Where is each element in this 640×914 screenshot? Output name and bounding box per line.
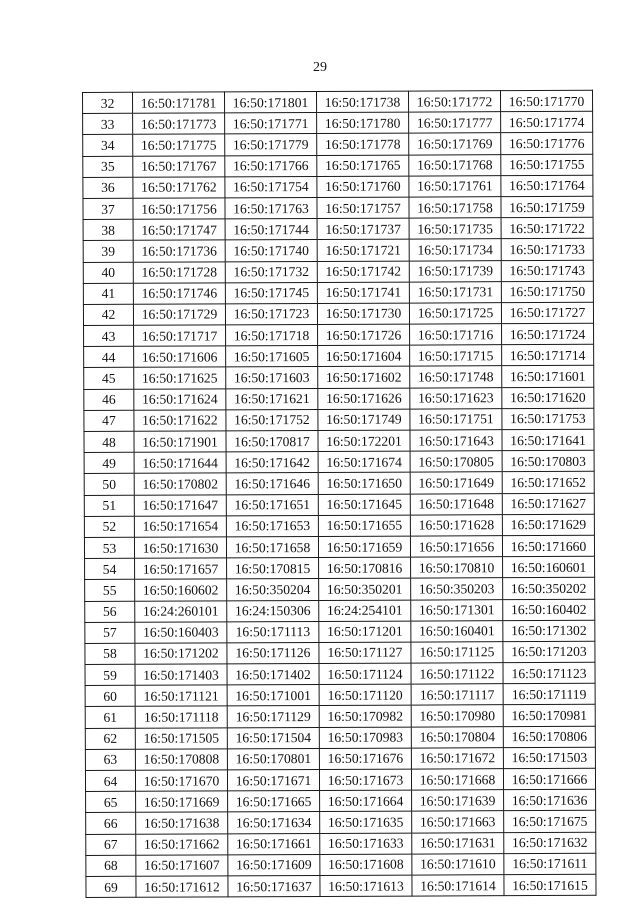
row-index-cell: 47	[84, 410, 134, 431]
table-row	[86, 811, 596, 834]
cadastral-number-cell: 16:50:171668	[411, 769, 503, 791]
cadastral-number-cell: 16:50:170806	[503, 726, 595, 748]
cadastral-number-cell: 16:50:171673	[319, 769, 411, 791]
cadastral-number-cell: 16:50:171750	[501, 281, 593, 303]
cadastral-number-cell: 16:50:171763	[225, 197, 317, 219]
cadastral-number-cell: 16:50:160602	[135, 579, 227, 601]
cadastral-number-cell: 16:50:160402	[503, 599, 595, 621]
cadastral-number-cell: 16:50:171748	[410, 366, 502, 388]
table-row	[86, 789, 596, 812]
cadastral-number-cell: 16:50:171767	[133, 155, 225, 177]
cadastral-number-cell: 16:50:171774	[501, 111, 593, 133]
cadastral-number-cell: 16:50:171117	[411, 684, 503, 706]
cadastral-number-cell: 16:50:171739	[409, 260, 501, 282]
table-row	[84, 535, 594, 558]
table-row	[85, 726, 595, 749]
cadastral-number-cell: 16:50:171718	[226, 325, 318, 347]
cadastral-number-cell: 16:24:150306	[227, 600, 319, 622]
row-index-cell: 65	[86, 791, 136, 812]
cadastral-number-cell: 16:50:171630	[134, 537, 226, 559]
cadastral-number-cell: 16:50:171129	[227, 706, 319, 728]
cadastral-number-cell: 16:50:171602	[318, 367, 410, 389]
row-index-cell: 59	[85, 664, 135, 685]
cadastral-number-cell: 16:50:171503	[503, 747, 595, 769]
cadastral-number-cell: 16:50:171623	[410, 387, 502, 409]
table-row	[83, 111, 593, 134]
cadastral-number-cell: 16:50:171731	[409, 281, 501, 303]
cadastral-number-cell: 16:50:170815	[227, 558, 319, 580]
cadastral-number-cell: 16:50:171402	[227, 664, 319, 686]
cadastral-number-cell: 16:50:171801	[225, 91, 317, 113]
row-index-cell: 34	[83, 135, 133, 156]
cadastral-number-cell: 16:50:160403	[135, 622, 227, 644]
cadastral-number-cell: 16:50:171741	[317, 282, 409, 304]
cadastral-number-cell: 16:50:171624	[134, 389, 226, 411]
cadastral-number-cell: 16:50:171770	[500, 90, 592, 112]
cadastral-number-cell: 16:50:171642	[226, 452, 318, 474]
cadastral-number-cell: 16:50:171732	[225, 261, 317, 283]
table-row	[84, 514, 594, 537]
cadastral-number-cell: 16:50:171126	[227, 642, 319, 664]
cadastral-number-cell: 16:50:171658	[226, 536, 318, 558]
cadastral-number-cell: 16:50:171643	[410, 430, 502, 452]
table-row	[84, 493, 594, 516]
cadastral-number-cell: 16:50:171651	[226, 494, 318, 516]
cadastral-number-cell: 16:50:171780	[317, 112, 409, 134]
row-index-cell: 63	[85, 749, 135, 770]
table-row	[83, 239, 593, 262]
cadastral-number-cell: 16:50:171607	[136, 855, 228, 877]
cadastral-number-cell: 16:50:171758	[409, 197, 501, 219]
row-index-cell: 62	[85, 728, 135, 749]
table-row	[84, 387, 594, 410]
row-index-cell: 66	[86, 813, 136, 834]
cadastral-number-cell: 16:50:171665	[228, 791, 320, 813]
table-row	[85, 620, 595, 643]
table-row	[84, 408, 594, 431]
cadastral-number-cell: 16:50:171765	[317, 155, 409, 177]
row-index-cell: 32	[83, 92, 133, 113]
cadastral-number-cell: 16:50:171730	[317, 303, 409, 325]
cadastral-number-cell: 16:50:171744	[225, 219, 317, 241]
cadastral-number-cell: 16:50:171121	[135, 685, 227, 707]
cadastral-number-cell: 16:50:171633	[320, 833, 412, 855]
cadastral-number-cell: 16:50:171118	[135, 706, 227, 728]
cadastral-number-cell: 16:50:171301	[411, 599, 503, 621]
cadastral-number-cell: 16:50:170980	[411, 705, 503, 727]
cadastral-number-cell: 16:50:171776	[501, 133, 593, 155]
cadastral-number-cell: 16:50:170983	[319, 727, 411, 749]
table-row	[83, 175, 593, 198]
cadastral-number-cell: 16:50:171629	[502, 514, 594, 536]
cadastral-number-cell: 16:50:171674	[318, 451, 410, 473]
cadastral-number-cell: 16:50:160401	[411, 620, 503, 642]
cadastral-number-cell: 16:50:170810	[411, 557, 503, 579]
cadastral-number-cell: 16:50:171627	[502, 493, 594, 515]
cadastral-number-cell: 16:50:171664	[320, 790, 412, 812]
cadastral-number-cell: 16:50:171777	[409, 112, 501, 134]
cadastral-number-cell: 16:50:171778	[317, 133, 409, 155]
cadastral-number-cell: 16:50:171734	[409, 239, 501, 261]
cadastral-number-cell: 16:50:171657	[135, 558, 227, 580]
cadastral-number-cell: 16:50:171755	[501, 154, 593, 176]
table-row	[85, 641, 595, 664]
cadastral-number-cell: 16:24:254101	[319, 600, 411, 622]
row-index-cell: 46	[84, 389, 134, 410]
table-row	[83, 281, 593, 304]
cadastral-number-cell: 16:50:171671	[227, 769, 319, 791]
cadastral-number-cell: 16:50:171639	[412, 790, 504, 812]
cadastral-number-cell: 16:50:170808	[135, 749, 227, 771]
row-index-cell: 56	[85, 601, 135, 622]
cadastral-number-cell: 16:50:171622	[134, 410, 226, 432]
cadastral-number-cell: 16:50:171201	[319, 621, 411, 643]
table-row	[85, 662, 595, 685]
row-index-cell: 64	[85, 770, 135, 791]
cadastral-number-cell: 16:50:171647	[134, 494, 226, 516]
cadastral-number-cell: 16:50:171649	[410, 472, 502, 494]
cadastral-number-cell: 16:50:171721	[317, 239, 409, 261]
cadastral-number-cell: 16:50:171747	[133, 219, 225, 241]
cadastral-number-cell: 16:50:171717	[134, 325, 226, 347]
cadastral-number-cell: 16:50:171751	[410, 408, 502, 430]
cadastral-number-cell: 16:50:171604	[318, 345, 410, 367]
cadastral-number-cell: 16:50:171650	[318, 472, 410, 494]
cadastral-number-cell: 16:50:171662	[136, 833, 228, 855]
row-index-cell: 52	[84, 516, 134, 537]
cadastral-number-cell: 16:50:170802	[134, 473, 226, 495]
cadastral-number-cell: 16:50:171725	[409, 303, 501, 325]
row-index-cell: 58	[85, 643, 135, 664]
row-index-cell: 41	[83, 283, 133, 304]
cadastral-number-cell: 16:50:171612	[136, 876, 228, 898]
table-row	[84, 323, 594, 346]
cadastral-number-cell: 16:50:350203	[411, 578, 503, 600]
cadastral-number-cell: 16:50:171753	[502, 408, 594, 430]
cadastral-number-cell: 16:50:171127	[319, 642, 411, 664]
table-row	[84, 366, 594, 389]
cadastral-number-cell: 16:50:172201	[318, 430, 410, 452]
cadastral-number-cell: 16:50:171505	[135, 727, 227, 749]
cadastral-number-cell: 16:50:171663	[412, 811, 504, 833]
cadastral-number-cell: 16:50:171119	[503, 684, 595, 706]
cadastral-number-cell: 16:50:171764	[501, 175, 593, 197]
cadastral-number-cell: 16:50:160601	[503, 556, 595, 578]
cadastral-number-cell: 16:50:170817	[226, 430, 318, 452]
cadastral-number-cell: 16:50:171609	[228, 854, 320, 876]
cadastral-number-cell: 16:50:171605	[226, 346, 318, 368]
row-index-cell: 43	[84, 325, 134, 346]
cadastral-number-cell: 16:50:171714	[502, 345, 594, 367]
table-row	[84, 429, 594, 452]
row-index-cell: 60	[85, 686, 135, 707]
cadastral-number-cell: 16:50:171504	[227, 727, 319, 749]
cadastral-number-cell: 16:50:171603	[226, 367, 318, 389]
cadastral-number-cell: 16:50:171654	[134, 516, 226, 538]
row-index-cell: 39	[83, 241, 133, 262]
table-row	[85, 556, 595, 579]
cadastral-number-cell: 16:50:171637	[228, 875, 320, 897]
row-index-cell: 45	[84, 368, 134, 389]
cadastral-number-cell: 16:50:170981	[503, 705, 595, 727]
row-index-cell: 33	[83, 113, 133, 134]
cadastral-number-cell: 16:50:171123	[503, 662, 595, 684]
cadastral-number-cell: 16:50:171644	[134, 452, 226, 474]
cadastral-number-cell: 16:50:171754	[225, 176, 317, 198]
cadastral-number-cell: 16:50:171768	[409, 154, 501, 176]
table-row	[83, 133, 593, 156]
row-index-cell: 67	[86, 834, 136, 855]
cadastral-number-cell: 16:50:171738	[316, 91, 408, 113]
cadastral-number-cell: 16:24:260101	[135, 600, 227, 622]
cadastral-number-cell: 16:50:171601	[502, 366, 594, 388]
cadastral-number-cell: 16:50:171635	[320, 811, 412, 833]
cadastral-number-cell: 16:50:350201	[319, 578, 411, 600]
table-row	[85, 705, 595, 728]
cadastral-number-cell: 16:50:171608	[320, 854, 412, 876]
row-index-cell: 57	[85, 622, 135, 643]
cadastral-number-cell: 16:50:171626	[318, 388, 410, 410]
cadastral-number-cell: 16:50:171762	[133, 177, 225, 199]
cadastral-number-cell: 16:50:171723	[225, 303, 317, 325]
cadastral-number-cell: 16:50:171779	[225, 134, 317, 156]
cadastral-number-cell: 16:50:171125	[411, 642, 503, 664]
cadastral-number-cell: 16:50:350204	[227, 579, 319, 601]
table-row	[86, 853, 596, 876]
cadastral-number-cell: 16:50:171641	[502, 429, 594, 451]
cadastral-number-cell: 16:50:171771	[225, 113, 317, 135]
cadastral-number-cell: 16:50:171124	[319, 663, 411, 685]
cadastral-number-cell: 16:50:171302	[503, 620, 595, 642]
row-index-cell: 44	[84, 347, 134, 368]
cadastral-number-cell: 16:50:171749	[318, 409, 410, 431]
cadastral-number-cell: 16:50:171122	[411, 663, 503, 685]
table-row	[83, 196, 593, 219]
row-index-cell: 69	[86, 876, 136, 897]
cadastral-number-cell: 16:50:171761	[409, 175, 501, 197]
cadastral-number-cell: 16:50:171660	[502, 535, 594, 557]
row-index-cell: 48	[84, 431, 134, 452]
cadastral-number-cell: 16:50:171769	[409, 133, 501, 155]
cadastral-number-cell: 16:50:171625	[134, 367, 226, 389]
cadastral-numbers-table	[82, 90, 597, 898]
cadastral-number-cell: 16:50:171740	[225, 240, 317, 262]
cadastral-number-cell: 16:50:171733	[501, 239, 593, 261]
cadastral-number-cell: 16:50:171716	[410, 324, 502, 346]
cadastral-number-cell: 16:50:171628	[410, 514, 502, 536]
cadastral-number-cell: 16:50:170801	[227, 748, 319, 770]
cadastral-number-cell: 16:50:171203	[503, 641, 595, 663]
row-index-cell: 49	[84, 452, 134, 473]
table-row	[83, 90, 593, 113]
cadastral-number-cell: 16:50:171722	[501, 217, 593, 239]
cadastral-number-cell: 16:50:171728	[133, 261, 225, 283]
table-row	[85, 768, 595, 791]
cadastral-number-cell: 16:50:171645	[318, 494, 410, 516]
table-body	[83, 90, 597, 897]
cadastral-number-cell: 16:50:171614	[412, 875, 504, 897]
cadastral-number-cell: 16:50:171202	[135, 643, 227, 665]
cadastral-number-cell: 16:50:171656	[410, 536, 502, 558]
cadastral-number-cell: 16:50:171648	[410, 493, 502, 515]
cadastral-number-cell: 16:50:171715	[410, 345, 502, 367]
cadastral-number-cell: 16:50:171752	[226, 409, 318, 431]
table-row	[85, 578, 595, 601]
cadastral-number-cell: 16:50:171113	[227, 621, 319, 643]
cadastral-number-cell: 16:50:171743	[501, 260, 593, 282]
cadastral-table-container	[82, 92, 592, 898]
cadastral-number-cell: 16:50:171672	[411, 747, 503, 769]
cadastral-number-cell: 16:50:171775	[133, 134, 225, 156]
cadastral-number-cell: 16:50:171001	[227, 685, 319, 707]
table-row	[83, 217, 593, 240]
cadastral-number-cell: 16:50:170805	[410, 451, 502, 473]
row-index-cell: 35	[83, 156, 133, 177]
cadastral-number-cell: 16:50:171653	[226, 515, 318, 537]
page-number: 29	[313, 60, 327, 75]
cadastral-number-cell: 16:50:171620	[502, 387, 594, 409]
row-index-cell: 37	[83, 198, 133, 219]
table-row	[86, 832, 596, 855]
cadastral-number-cell: 16:50:171756	[133, 198, 225, 220]
cadastral-number-cell: 16:50:171675	[504, 811, 596, 833]
cadastral-number-cell: 16:50:350202	[503, 578, 595, 600]
cadastral-number-cell: 16:50:171766	[225, 155, 317, 177]
table-row	[84, 345, 594, 368]
cadastral-number-cell: 16:50:170804	[411, 726, 503, 748]
table-row	[85, 747, 595, 770]
row-index-cell: 53	[84, 537, 134, 558]
table-row	[84, 450, 594, 473]
cadastral-number-cell: 16:50:171670	[135, 770, 227, 792]
cadastral-number-cell: 16:50:171781	[133, 92, 225, 114]
table-row	[83, 302, 593, 325]
row-index-cell: 42	[83, 304, 133, 325]
cadastral-number-cell: 16:50:171652	[502, 472, 594, 494]
cadastral-number-cell: 16:50:171615	[504, 874, 596, 896]
row-index-cell: 40	[83, 262, 133, 283]
cadastral-number-cell: 16:50:171746	[133, 283, 225, 305]
cadastral-number-cell: 16:50:171661	[228, 833, 320, 855]
cadastral-number-cell: 16:50:171772	[408, 91, 500, 113]
cadastral-number-cell: 16:50:171742	[317, 261, 409, 283]
cadastral-number-cell: 16:50:170816	[319, 557, 411, 579]
cadastral-number-cell: 16:50:171745	[225, 282, 317, 304]
cadastral-number-cell: 16:50:171120	[319, 684, 411, 706]
cadastral-number-cell: 16:50:171638	[136, 812, 228, 834]
cadastral-number-cell: 16:50:171901	[134, 431, 226, 453]
cadastral-number-cell: 16:50:171759	[501, 196, 593, 218]
cadastral-number-cell: 16:50:171726	[318, 324, 410, 346]
cadastral-number-cell: 16:50:171676	[319, 748, 411, 770]
cadastral-number-cell: 16:50:171634	[228, 812, 320, 834]
cadastral-number-cell: 16:50:171646	[226, 473, 318, 495]
row-index-cell: 38	[83, 219, 133, 240]
cadastral-number-cell: 16:50:171760	[317, 176, 409, 198]
cadastral-number-cell: 16:50:171610	[412, 853, 504, 875]
table-row	[83, 154, 593, 177]
row-index-cell: 51	[84, 495, 134, 516]
row-index-cell: 68	[86, 855, 136, 876]
cadastral-number-cell: 16:50:171666	[503, 768, 595, 790]
row-index-cell: 54	[85, 558, 135, 579]
cadastral-number-cell: 16:50:171724	[502, 323, 594, 345]
table-row	[85, 599, 595, 622]
cadastral-number-cell: 16:50:171735	[409, 218, 501, 240]
table-row	[84, 472, 594, 495]
row-index-cell: 50	[84, 474, 134, 495]
cadastral-number-cell: 16:50:171659	[318, 536, 410, 558]
cadastral-number-cell: 16:50:171669	[136, 791, 228, 813]
cadastral-number-cell: 16:50:171403	[135, 664, 227, 686]
cadastral-number-cell: 16:50:171655	[318, 515, 410, 537]
row-index-cell: 61	[85, 707, 135, 728]
cadastral-number-cell: 16:50:171773	[133, 113, 225, 135]
cadastral-number-cell: 16:50:170982	[319, 706, 411, 728]
table-row	[86, 874, 596, 897]
row-index-cell: 36	[83, 177, 133, 198]
cadastral-number-cell: 16:50:171727	[501, 302, 593, 324]
cadastral-number-cell: 16:50:171631	[412, 832, 504, 854]
cadastral-number-cell: 16:50:171606	[134, 346, 226, 368]
cadastral-number-cell: 16:50:171757	[317, 197, 409, 219]
table-row	[83, 260, 593, 283]
table-row	[85, 684, 595, 707]
cadastral-number-cell: 16:50:171613	[320, 875, 412, 897]
cadastral-number-cell: 16:50:171736	[133, 240, 225, 262]
cadastral-number-cell: 16:50:171621	[226, 388, 318, 410]
cadastral-number-cell: 16:50:171737	[317, 218, 409, 240]
row-index-cell: 55	[85, 580, 135, 601]
cadastral-number-cell: 16:50:171611	[504, 853, 596, 875]
cadastral-number-cell: 16:50:171636	[504, 789, 596, 811]
cadastral-number-cell: 16:50:170803	[502, 450, 594, 472]
cadastral-number-cell: 16:50:171729	[133, 304, 225, 326]
cadastral-number-cell: 16:50:171632	[504, 832, 596, 854]
